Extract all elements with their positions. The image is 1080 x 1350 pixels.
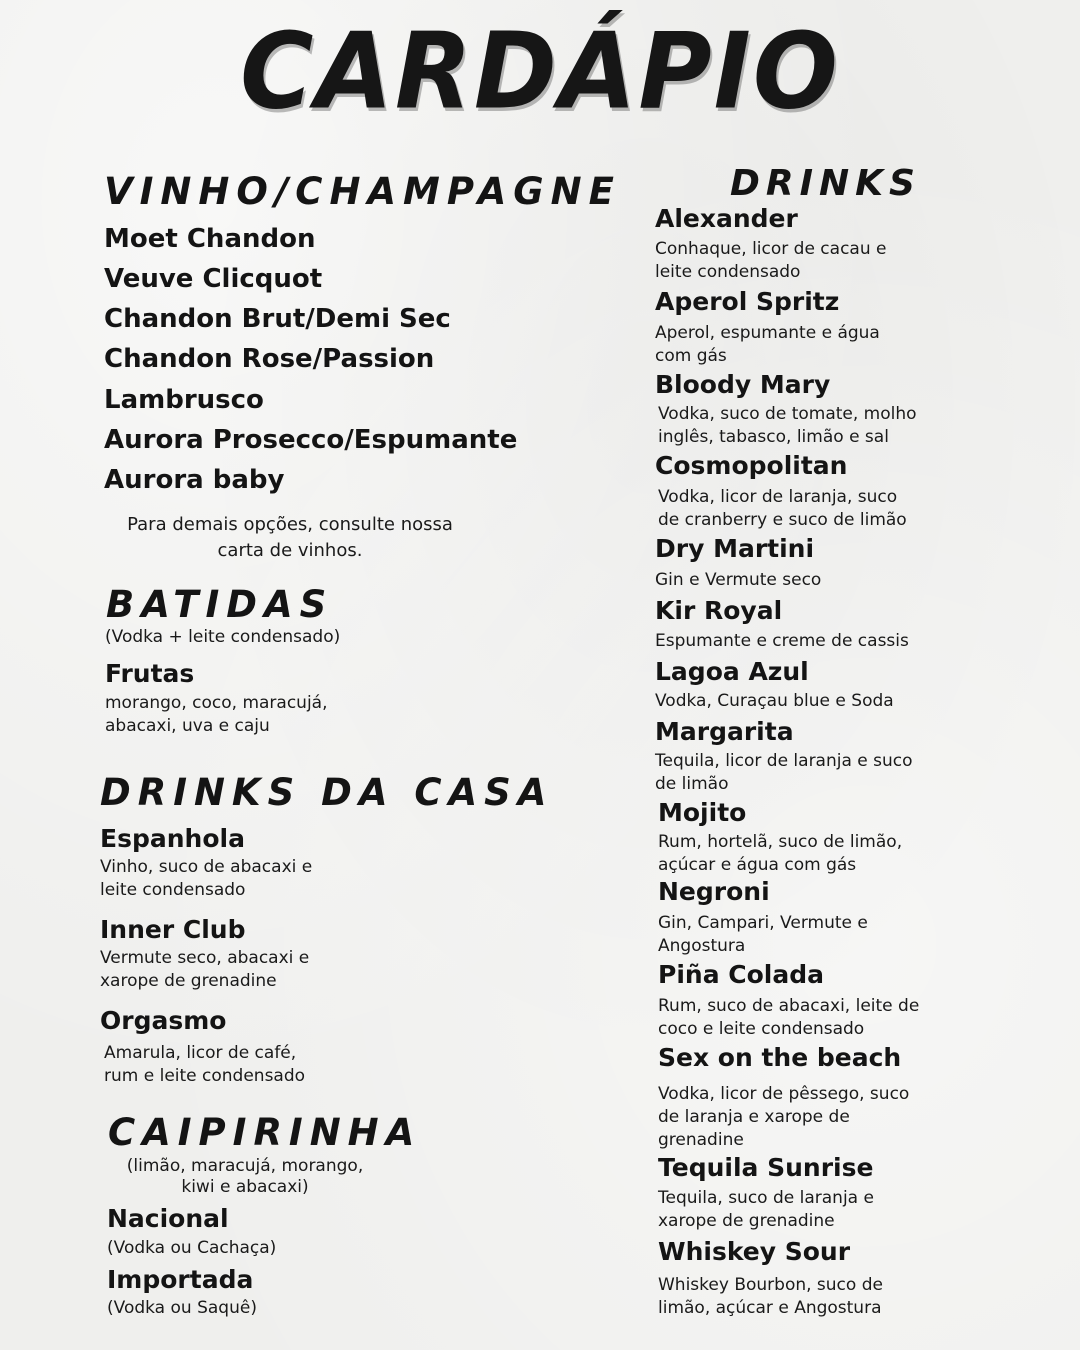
- menu-item: Chandon Rose/Passion: [104, 344, 435, 374]
- description-line: de laranja e xarope de: [658, 1107, 850, 1127]
- menu-item: Whiskey Sour: [658, 1237, 851, 1266]
- menu-item: Negroni: [658, 877, 770, 906]
- item-description: [658, 995, 919, 1041]
- section-heading-caipirinha: CAIPIRINHA: [108, 1111, 422, 1154]
- item-description: [658, 403, 917, 449]
- description-line: Vodka, licor de pêssego, suco: [658, 1084, 910, 1104]
- menu-item: Tequila Sunrise: [658, 1153, 874, 1182]
- item-description: [658, 1274, 883, 1320]
- note-line: carta de vinhos.: [217, 540, 363, 561]
- note-line: Para demais opções, consulte nossa: [127, 514, 453, 535]
- menu-item: Aurora Prosecco/Espumante: [104, 425, 518, 455]
- menu-item: Margarita: [655, 717, 794, 746]
- description-line: com gás: [655, 346, 727, 366]
- description-line: morango, coco, maracujá,: [105, 693, 328, 713]
- description-line: Tequila, suco de laranja e: [658, 1188, 874, 1208]
- item-description: [658, 486, 907, 532]
- description-line: abacaxi, uva e caju: [105, 716, 270, 736]
- menu-item: Veuve Clicquot: [104, 264, 323, 294]
- menu-item: Dry Martini: [655, 534, 815, 563]
- description-line: leite condensado: [100, 880, 246, 900]
- item-description: [655, 238, 886, 284]
- description-line: coco e leite condensado: [658, 1019, 865, 1039]
- description-line: Vodka, suco de tomate, molho: [658, 404, 917, 424]
- description-line: Espumante e creme de cassis: [655, 631, 909, 651]
- item-description: [655, 569, 821, 592]
- subtitle-line: (limão, maracujá, morango,: [126, 1156, 364, 1176]
- description-line: xarope de grenadine: [100, 971, 277, 991]
- description-line: limão, açúcar e Angostura: [658, 1298, 882, 1318]
- section-heading-vinho: VINHO/CHAMPAGNE: [104, 170, 621, 213]
- menu-item: Alexander: [655, 204, 798, 233]
- menu-item: Mojito: [658, 798, 747, 827]
- item-description: [658, 1083, 909, 1152]
- menu-item: Lambrusco: [104, 385, 264, 415]
- description-line: grenadine: [658, 1130, 744, 1150]
- section-subtitle: (Vodka + leite condensado): [105, 627, 341, 647]
- subtitle-line: kiwi e abacaxi): [181, 1177, 309, 1197]
- menu-item: Inner Club: [100, 915, 246, 944]
- wine-list-note: [100, 512, 480, 564]
- description-line: Rum, suco de abacaxi, leite de: [658, 996, 920, 1016]
- description-line: Vodka, Curaçau blue e Soda: [655, 691, 894, 711]
- item-description: [655, 322, 880, 368]
- description-line: açúcar e água com gás: [658, 855, 857, 875]
- menu-item: Orgasmo: [100, 1006, 227, 1035]
- description-line: Vinho, suco de abacaxi e: [100, 857, 313, 877]
- menu-item: Bloody Mary: [655, 370, 831, 399]
- description-line: Conhaque, licor de cacau e: [655, 239, 887, 259]
- menu-item: Aurora baby: [104, 465, 285, 495]
- section-heading-drinks: DRINKS: [730, 163, 921, 204]
- item-description: [658, 912, 868, 958]
- item-description: [104, 1042, 305, 1088]
- menu-item: Lagoa Azul: [655, 657, 809, 686]
- description-line: leite condensado: [655, 262, 801, 282]
- item-description: [100, 856, 312, 902]
- description-line: Amarula, licor de café,: [104, 1043, 297, 1063]
- item-description: [658, 1187, 874, 1233]
- description-line: Gin e Vermute seco: [655, 570, 822, 590]
- item-description: [655, 630, 909, 653]
- description-line: Rum, hortelã, suco de limão,: [658, 832, 903, 852]
- item-description: (Vodka ou Saquê): [107, 1298, 257, 1318]
- description-line: Vodka, licor de laranja, suco: [658, 487, 898, 507]
- menu-item: Moet Chandon: [104, 224, 316, 254]
- menu-item: Importada: [107, 1265, 254, 1294]
- description-line: Vermute seco, abacaxi e: [100, 948, 310, 968]
- section-heading-batidas: BATIDAS: [106, 583, 334, 626]
- menu-item: Nacional: [107, 1204, 229, 1233]
- menu-item: Espanhola: [100, 824, 245, 853]
- item-description: [655, 750, 913, 796]
- description-line: Angostura: [658, 936, 746, 956]
- menu-item: Cosmopolitan: [655, 451, 848, 480]
- description-line: xarope de grenadine: [658, 1211, 835, 1231]
- description-line: inglês, tabasco, limão e sal: [658, 427, 889, 447]
- menu-item: Frutas: [105, 659, 195, 688]
- item-description: [105, 692, 328, 738]
- item-description: [655, 690, 894, 713]
- description-line: de limão: [655, 774, 729, 794]
- menu-item: Sex on the beach: [658, 1043, 902, 1072]
- description-line: rum e leite condensado: [104, 1066, 306, 1086]
- description-line: Gin, Campari, Vermute e: [658, 913, 868, 933]
- item-description: [100, 947, 309, 993]
- item-description: [658, 831, 902, 877]
- description-line: de cranberry e suco de limão: [658, 510, 907, 530]
- menu-item: Aperol Spritz: [655, 287, 840, 316]
- description-line: Aperol, espumante e água: [655, 323, 880, 343]
- menu-item: Piña Colada: [658, 960, 824, 989]
- menu-item: Kir Royal: [655, 596, 783, 625]
- section-subtitle: [100, 1156, 390, 1198]
- description-line: Whiskey Bourbon, suco de: [658, 1275, 883, 1295]
- page-title: CARDÁPIO: [240, 10, 840, 133]
- description-line: Tequila, licor de laranja e suco: [655, 751, 913, 771]
- item-description: (Vodka ou Cachaça): [107, 1238, 277, 1258]
- section-heading-drinks-da-casa: DRINKS DA CASA: [100, 771, 554, 814]
- menu-item: Chandon Brut/Demi Sec: [104, 304, 451, 334]
